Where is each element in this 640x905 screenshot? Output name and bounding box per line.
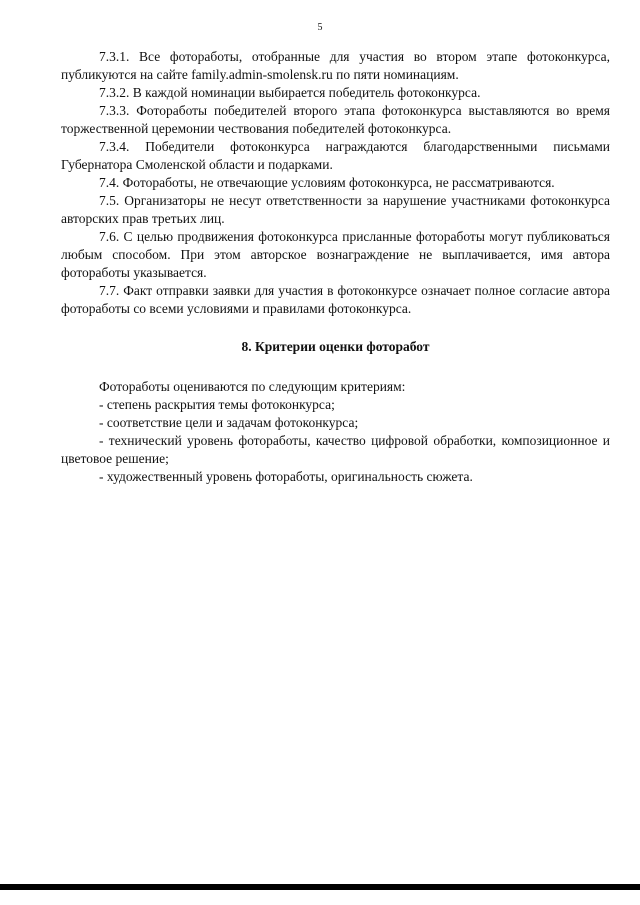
paragraph-7-7: 7.7. Факт отправки заявки для участия в фотоконкурсе означает полное согласие автора фотоработы со всеми условиями и правилами фотоконкурса.: [61, 283, 610, 316]
paragraph-7-3-1: 7.3.1. Все фотоработы, отобранные для участия во втором этапе фотоконкурса, публикуются на сайте family.admin-smolensk.ru по пяти номинациям.: [61, 49, 610, 82]
criteria-item: - соответствие цели и задачам фотоконкурса;: [99, 415, 359, 430]
criteria-item: - художественный уровень фотоработы, оригинальность сюжета.: [99, 469, 473, 484]
paragraph-7-3-2: 7.3.2. В каждой номинации выбирается победитель фотоконкурса.: [99, 85, 481, 100]
footer-rule: [0, 884, 640, 890]
paragraph-7-3-4: 7.3.4. Победители фотоконкурса награждаются благодарственными письмами Губернатора Смоленской области и подарками.: [61, 139, 610, 172]
criteria-item: - технический уровень фотоработы, качество цифровой обработки, композиционное и цветовое решение;: [61, 433, 610, 466]
page-number: 5: [317, 22, 323, 33]
document-body: [61, 48, 610, 486]
criteria-intro: Фотоработы оцениваются по следующим критериям:: [99, 379, 406, 394]
paragraph-7-6: 7.6. С целью продвижения фотоконкурса присланные фотоработы могут публиковаться любым способом. При этом авторское вознаграждение не выплачивается, имя автора фотоработы указывается.: [61, 229, 610, 280]
criteria-item: - степень раскрытия темы фотоконкурса;: [99, 397, 335, 412]
paragraph-7-5: 7.5. Организаторы не несут ответственности за нарушение участниками фотоконкурса авторских прав третьих лиц.: [61, 193, 610, 226]
section-heading: 8. Критерии оценки фоторабот: [241, 339, 430, 354]
paragraph-7-4: 7.4. Фотоработы, не отвечающие условиям фотоконкурса, не рассматриваются.: [99, 175, 555, 190]
paragraph-7-3-3: 7.3.3. Фотоработы победителей второго этапа фотоконкурса выставляются во время торжественной церемонии чествования победителей фотоконкурса.: [61, 103, 610, 136]
